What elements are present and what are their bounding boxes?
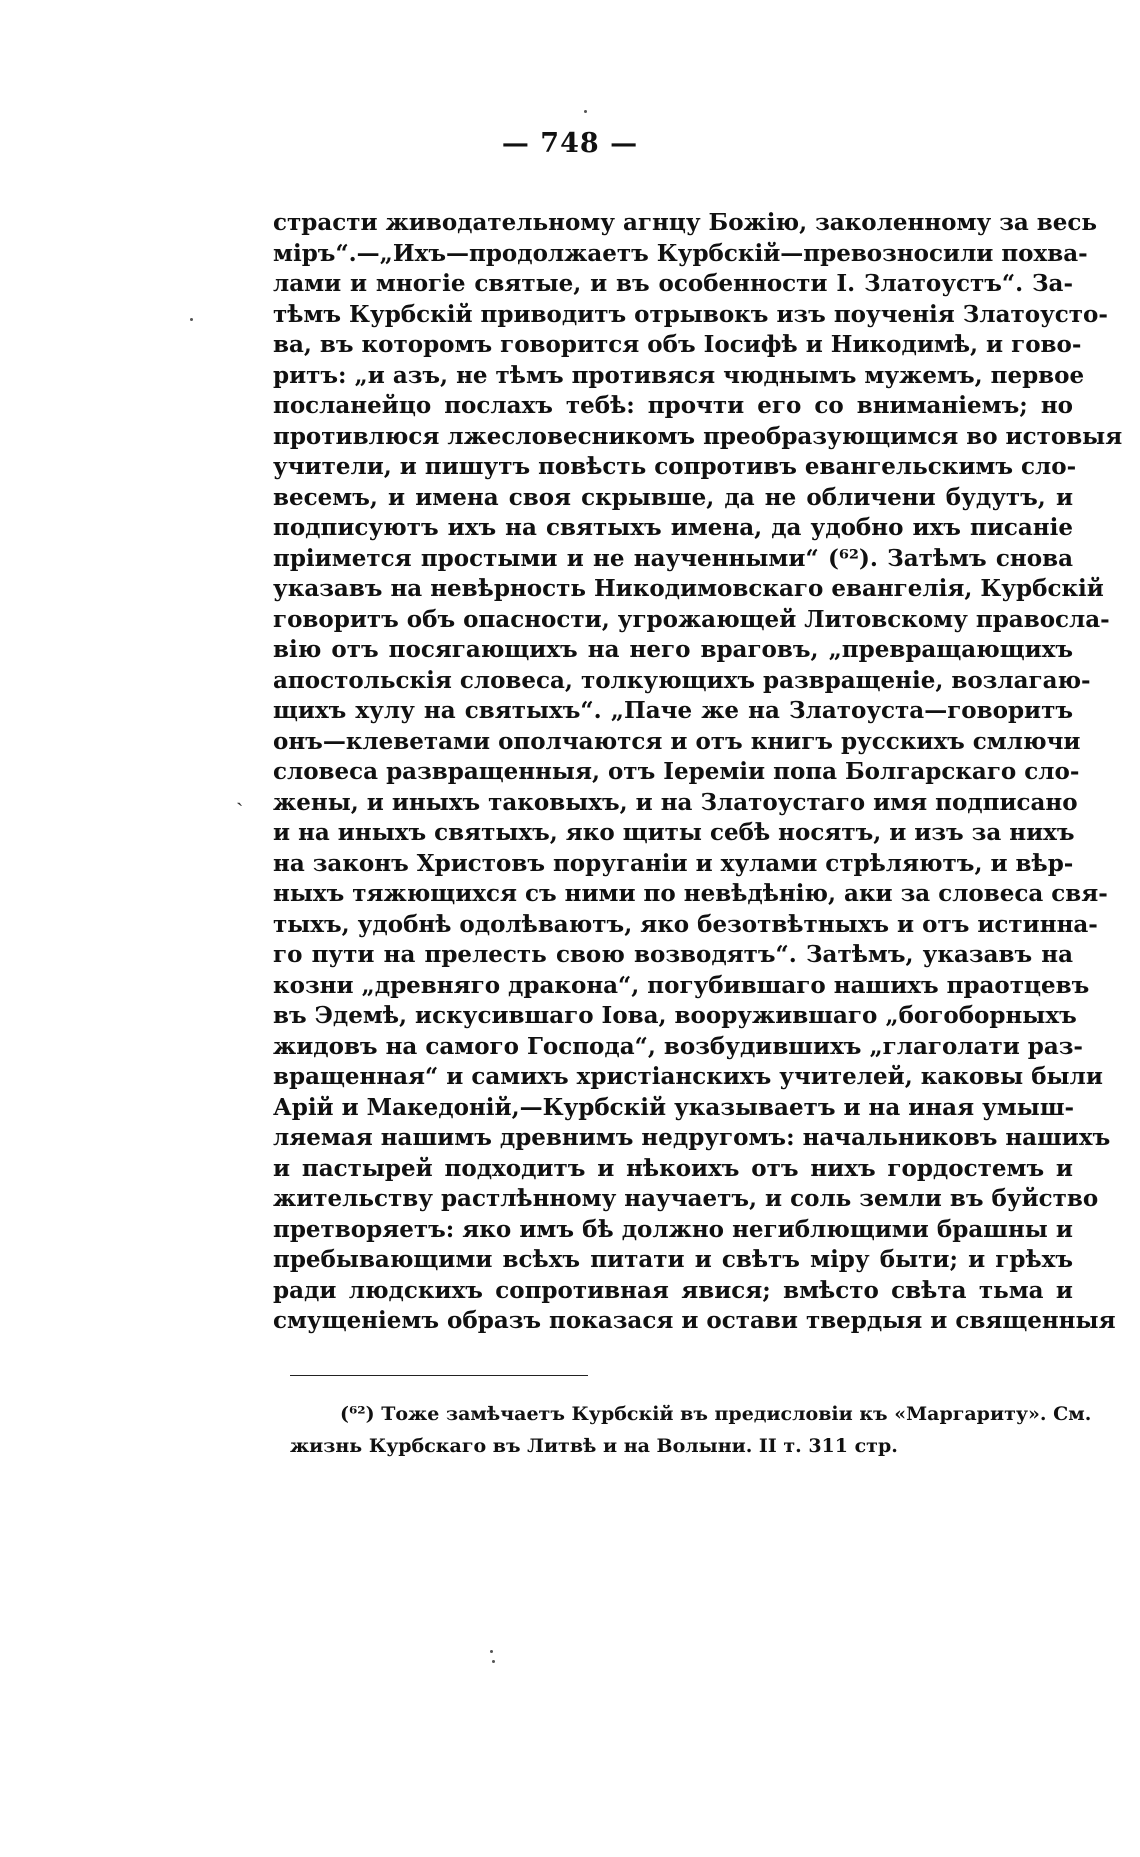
text-line: ва, въ которомъ говорится объ Іосифѣ и Никодимѣ, и гово-: [273, 331, 1082, 358]
text-line: противлюся лжесловесникомъ преобразующимся во истовыя: [273, 422, 1123, 450]
print-speck: [490, 1650, 493, 1653]
text-line: ритъ: „и азъ, не тѣмъ противяся чюднымъ мужемъ, первое: [273, 361, 1085, 389]
text-line: ради людскихъ сопротивная явися; вмѣсто свѣта тьма и: [273, 1276, 1073, 1304]
footnote-line: (⁶²) Тоже замѣчаетъ Курбскій въ предисловіи къ «Маргариту». См.: [340, 1403, 1092, 1425]
footnote-line: жизнь Курбскаго въ Литвѣ и на Волыни. II т. 311 стр.: [290, 1435, 898, 1457]
text-line: весемъ, и имена своя скрывше, да не обличени будутъ, и: [273, 483, 1073, 511]
text-line: тыхъ, удобнѣ одолѣваютъ, яко безотвѣтныхъ и отъ истинна-: [273, 910, 1098, 938]
text-line: въ Эдемѣ, искусившаго Іова, вооружившаго „богоборныхъ: [273, 1002, 1077, 1029]
text-line: говоритъ объ опасности, угрожающей Литовскому правосла-: [273, 605, 1110, 633]
text-line: жительству растлѣнному научаетъ, и соль земли въ буйство: [273, 1185, 1099, 1212]
text-line: Арій и Македоній,—Курбскій указываетъ и на иная умыш-: [273, 1093, 1075, 1121]
text-line: козни „древняго дракона“, погубившаго нашихъ праотцевъ: [273, 971, 1090, 999]
print-speck: [190, 318, 193, 321]
text-line: посланейцо послахъ тебѣ: прочти его со вниманіемъ; но: [273, 392, 1073, 419]
text-line: претворяетъ: яко имъ бѣ должно негиблющими брашны и: [273, 1215, 1073, 1243]
text-line: апостольскія словеса, толкующихъ развращеніе, возлагаю-: [273, 666, 1091, 694]
text-line: лами и многіе святые, и въ особенности І. Златоустъ“. За-: [273, 270, 1073, 297]
text-line: онъ—клеветами ополчаются и отъ книгъ русскихъ смлючи: [273, 727, 1081, 755]
text-line: жены, и иныхъ таковыхъ, и на Златоустаго имя подписано: [273, 788, 1078, 816]
text-line: тѣмъ Курбскій приводитъ отрывокъ изъ поученія Златоусто-: [273, 300, 1108, 328]
text-line: вію отъ посягающихъ на него враговъ, „превращающихъ: [273, 636, 1073, 663]
text-line: міръ“.—„Ихъ—продолжаетъ Курбскій—превозносили похва-: [273, 239, 1088, 267]
print-speck: [584, 110, 587, 113]
text-line: и на иныхъ святыхъ, яко щиты себѣ носятъ, и изъ за нихъ: [273, 819, 1075, 846]
text-line: словеса развращенныя, отъ Іереміи попа Болгарскаго сло-: [273, 758, 1080, 785]
text-line: пріимется простыми и не наученными“ (⁶²). Затѣмъ снова: [273, 544, 1073, 572]
text-line: страсти живодательному агнцу Божію, заколенному за весь: [273, 209, 1098, 236]
text-line: жидовъ на самого Господа“, возбудившихъ „глаголати раз-: [273, 1032, 1083, 1060]
text-line: ныхъ тяжющихся съ ними по невѣдѣнію, аки за словеса свя-: [273, 880, 1108, 907]
text-line: пребывающими всѣхъ питати и свѣтъ міру быти; и грѣхъ: [273, 1246, 1073, 1273]
footnote-separator: [290, 1375, 588, 1376]
text-line: ляемая нашимъ древнимъ недругомъ: начальниковъ нашихъ: [273, 1124, 1111, 1151]
text-line: подписуютъ ихъ на святыхъ имена, да удобно ихъ писаніе: [273, 514, 1073, 541]
text-line: учители, и пишутъ повѣсть сопротивъ евангельскимъ сло-: [273, 453, 1077, 480]
text-line: на законъ Христовъ поруганіи и хулами стрѣляютъ, и вѣр-: [273, 849, 1074, 877]
margin-tick-mark: ˴: [236, 789, 244, 814]
text-line: щихъ хулу на святыхъ“. „Паче же на Златоуста—говоритъ: [273, 697, 1073, 724]
text-line: указавъ на невѣрность Никодимовскаго евангелія, Курбскій: [273, 575, 1104, 602]
text-line: смущеніемъ образъ показася и остави твердыя и священныя: [273, 1307, 1116, 1334]
text-line: и пастырей подходитъ и нѣкоихъ отъ нихъ гордостемъ и: [273, 1154, 1073, 1182]
footnote: [290, 1398, 1092, 1462]
print-speck: [492, 1660, 495, 1663]
text-line: вращенная“ и самихъ христіанскихъ учителей, каковы были: [273, 1063, 1103, 1090]
text-line: го пути на прелесть свою возводятъ“. Затѣмъ, указавъ на: [273, 941, 1073, 968]
main-text: [273, 208, 1123, 1337]
page-number: — 748 —: [501, 128, 639, 159]
